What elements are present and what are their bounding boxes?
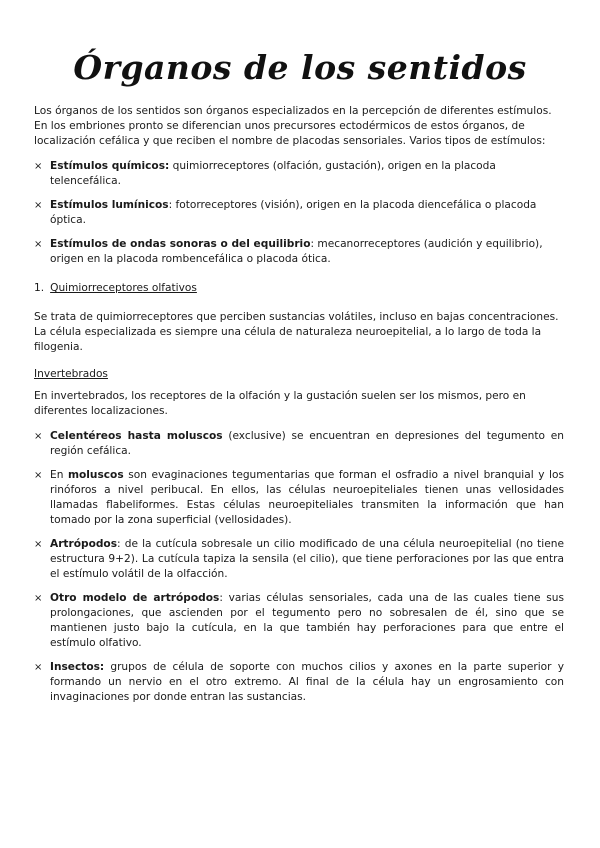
stimuli-list <box>34 159 564 267</box>
list-item <box>34 429 564 459</box>
list-item <box>34 660 564 705</box>
list-item <box>34 468 564 528</box>
subsection-intro: En invertebrados, los receptores de la olfación y la gustación suelen ser los mismos, pero en diferentes localizaciones. <box>34 390 526 417</box>
bullet-x-icon: × <box>34 470 43 481</box>
list-item <box>34 198 564 228</box>
item-term: Estímulos químicos: <box>50 160 170 172</box>
subsection-heading: Invertebrados <box>34 368 108 380</box>
item-term: Insectos: <box>50 661 105 673</box>
item-text: : de la cutícula sobresale un cilio modificado de una célula neuroepitelial (no tiene estructura 9+2). La cutícula tapiza la sensila (el cilio), que tiene perforaciones por las que entra el estímulo volátil de la olfacción. <box>50 538 564 580</box>
item-text: : fotorreceptores (visión), origen en la placoda diencefálica o placoda óptica. <box>50 199 537 226</box>
item-text: grupos de célula de soporte con muchos cilios y axones en la parte superior y formando un nervio en el otro extremo. Al final de la célula hay un engrosamiento con invaginaciones por donde entran las sustancias. <box>50 661 564 703</box>
item-text: son evaginaciones tegumentarias que forman el osfradio a nivel branquial y los rinóforos a nivel peribucal. En ellos, las células neuroepiteliales tienen unas vellosidades llamadas flabeliformes. Estas células neuroepiteliales transmiten la información que han tomado por la zona superficial (vellosidades). <box>50 469 565 526</box>
bullet-x-icon: × <box>34 239 43 250</box>
section-title: Quimiorreceptores olfativos <box>50 282 197 294</box>
bullet-x-icon: × <box>34 161 43 172</box>
section-heading <box>34 281 564 296</box>
item-term: Otro modelo de artrópodos <box>50 592 220 604</box>
list-item <box>34 591 564 651</box>
item-text: : varias células sensoriales, cada una de las cuales tiene sus prolongaciones, que ascienden por el tegumento pero no sobresalen de él, sino que se mantienen justo bajo la cutícula, en la que también hay perforaciones para que entre el estímulo olfativo. <box>50 592 564 649</box>
invertebrates-list <box>34 429 564 705</box>
section-paragraph: Se trata de quimiorreceptores que perciben sustancias volátiles, incluso en bajas concentraciones. La célula especializada es siempre una célula de naturaleza neuroepitelial, a lo largo de toda la filogenia. <box>34 311 559 353</box>
intro-paragraph: Los órganos de los sentidos son órganos especializados en la percepción de diferentes estímulos. En los embriones pronto se diferencian unos precursores ectodérmicos de estos órganos, de localización cefálica y que reciben el nombre de placodas sensoriales. Varios tipos de estímulos: <box>34 105 552 147</box>
bullet-x-icon: × <box>34 200 43 211</box>
bullet-x-icon: × <box>34 662 43 673</box>
item-term: Celentéreos hasta moluscos <box>50 430 223 442</box>
page-title: Órganos de los sentidos <box>73 48 527 87</box>
bullet-x-icon: × <box>34 431 43 442</box>
list-item <box>34 159 564 189</box>
document-body <box>34 104 564 714</box>
item-term: moluscos <box>67 469 124 481</box>
section-number: 1. <box>34 282 45 294</box>
item-term: Estímulos de ondas sonoras o del equilibrio <box>50 238 311 250</box>
item-term: Estímulos lumínicos <box>50 199 169 211</box>
item-text: : mecanorreceptores (audición y equilibrio), origen en la placoda rombencefálica o placoda ótica. <box>50 238 543 265</box>
list-item <box>34 237 564 267</box>
list-item <box>34 537 564 582</box>
item-prefix: En <box>50 469 68 481</box>
bullet-x-icon: × <box>34 539 43 550</box>
item-term: Artrópodos <box>50 538 118 550</box>
item-text: quimiorreceptores (olfación, gustación), origen en la placoda telencefálica. <box>50 160 496 187</box>
bullet-x-icon: × <box>34 593 43 604</box>
item-text: (exclusive) se encuentran en depresiones del tegumento en región cefálica. <box>50 430 564 457</box>
